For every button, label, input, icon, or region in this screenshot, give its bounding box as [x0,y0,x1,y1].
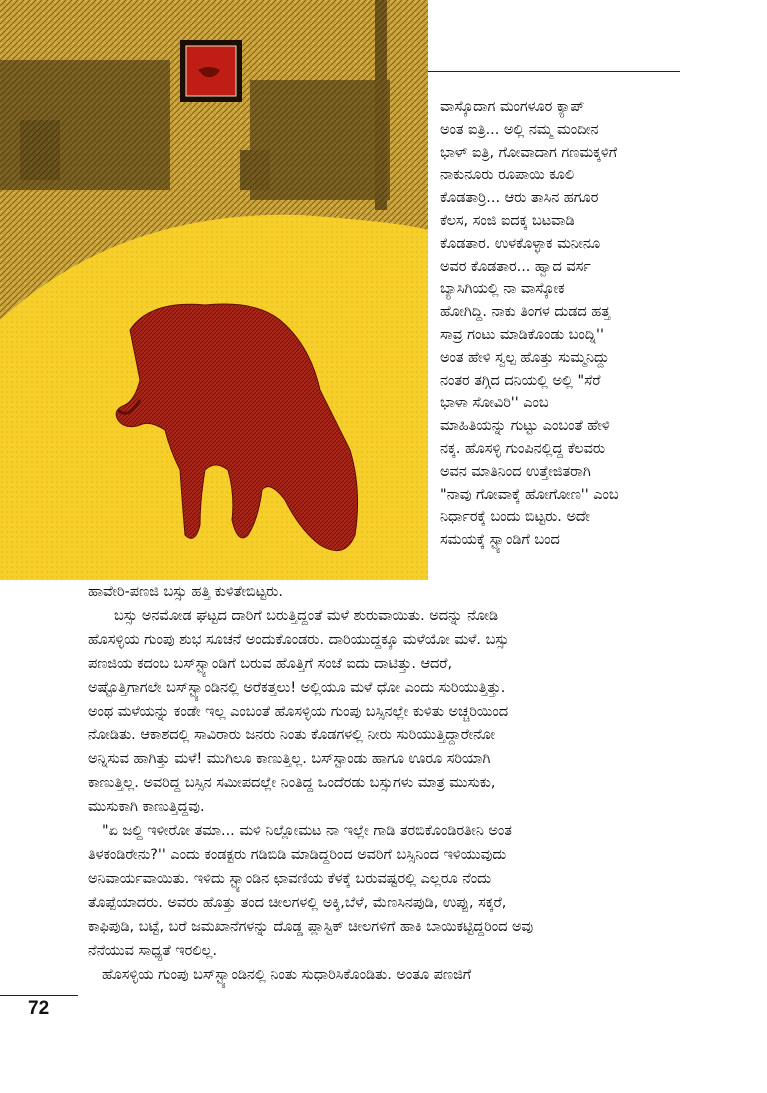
page-number: 72 [28,998,50,1019]
text-line: ಮುಸುಕಾಗಿ ಕಾಣುತ್ತಿದ್ದವು. [88,799,205,816]
text-line: ಹೋಗಿದ್ದಿ. ನಾಕು ತಿಂಗಳ ದುಡದ ಹತ್ತ [440,304,611,321]
text-line: ಅಂತ ಹೇಳಿ ಸ್ವಲ್ಪ ಹೊತ್ತು ಸುಮ್ಮನಿದ್ದು [440,349,610,366]
text-line: ಕೊಡತಾರ್ರಿ... ಆರು ತಾಸಿನ ಹಗೂರ [440,190,599,207]
text-line: ಹಾವೇರಿ-ಪಣಜಿ ಬಸ್ಸು ಹತ್ತಿ ಕುಳಿತೇಬಿಟ್ಟರು. [88,584,283,600]
main-column-text [88,581,688,987]
text-line: ಅನಿವಾರ್ಯವಾಯಿತು. ಇಳಿದು ಸ್ಟ್ಯಾಂಡಿನ ಛಾವಣಿಯ ಕೆಳಕ್ಕೆ ಬರುವಷ್ಟರಲ್ಲಿ ಎಲ್ಲರೂ ನೆಂದು [88,870,492,887]
cow-illustration [0,0,428,580]
text-line: ಕಾಣುತ್ತಿಲ್ಲ. ಅವರಿದ್ದ ಬಸ್ಸಿನ ಸಮೀಪದಲ್ಲೇ ನಿಂತಿದ್ದ ಒಂದೆರಡು ಬಸ್ಸುಗಳು ಮಾತ್ರ ಮುಸುಕು, [88,775,496,792]
text-line: ನೆನೆಯುವ ಸಾಧ್ಯತೆ ಇರಲಿಲ್ಲ. [88,942,218,959]
text-line: ಮಾಹಿತಿಯನ್ನು ಗುಟ್ಟು ಎಂಬಂತೆ ಹೇಳಿ [440,418,610,435]
text-line: ಭಾಳಾ ಸೋವಿರಿ'' ಎಂಬ [440,395,549,412]
paragraph-start-line: ಬಸ್ಸು ಅನಮೋಡ ಘಟ್ಟದ ದಾರಿಗೆ ಬರುತ್ತಿದ್ದಂತೆ ಮಳೆ ಶುರುವಾಯಿತು. ಅದನ್ನು ನೋಡಿ [114,607,499,624]
text-line: ಅಂತ ಐತ್ರಿ... ಅಲ್ಲಿ ನಮ್ಮ ಮಂದೀನ [440,121,599,138]
text-line: ಕೊಡತಾರ. ಉಳಕೊಳ್ಳಾಕ ಮನೀನೂ [440,235,601,252]
text-line: ಬ್ಯಾಸಿಗಿಯಲ್ಲಿ ನಾ ವಾಸ್ಕೋಕ [440,281,565,298]
text-line: ಸಮಯಕ್ಕೆ ಸ್ಟ್ಯಾಂಡಿಗೆ ಬಂದ [440,532,560,549]
text-line: ಹೊಸಳ್ಳಿಯ ಗುಂಪು ಶುಭ ಸೂಚನೆ ಅಂದುಕೊಂಡರು. ದಾರಿಯುದ್ದಕ್ಕೂ ಮಳೆಯೋ ಮಳೆ. ಬಸ್ಸು [88,631,509,648]
text-line: ನಂತರ ತಗ್ಗಿದ ದನಿಯಲ್ಲಿ ಅಲ್ಲಿ "ಸೆರೆ [440,372,601,389]
page-number-rule [0,995,78,996]
paragraph-start-line: ಹೊಸಳ್ಳಿಯ ಗುಂಪು ಬಸ್‌ಸ್ಟ್ಯಾಂಡಿನಲ್ಲಿ ನಿಂತು ಸುಧಾರಿಸಿಕೊಂಡಿತು. ಅಂತೂ ಪಣಜಿಗೆ [102,966,472,983]
text-line: ನಿರ್ಧಾರಕ್ಕೆ ಬಂದು ಬಿಟ್ಟರು. ಅದೇ [440,509,590,526]
side-column-text [440,96,688,552]
text-line: ಕಾಫಿಪುಡಿ, ಬಟ್ಟೆ, ಬರೆ ಜಮಖಾನೆಗಳನ್ನು ದೊಡ್ಡ ಪ್ಲಾಸ್ಟಿಕ್ ಚೀಲಗಳಿಗೆ ಹಾಕಿ ಬಾಯಿಕಟ್ಟಿದ್ದರಿಂದ ಅವು [88,918,534,935]
text-line: ನಾಕುನೂರು ರೂಪಾಯಿ ಕೂಲಿ [440,167,575,184]
text-line: ಅವರ ಕೊಡತಾರ... ಹ್ವಾದ ವರ್ಸ [440,258,591,275]
text-line: "ನಾವು ಗೋವಾಕ್ಕೆ ಹೋಗೋಣ'' ಎಂಬ [440,486,619,503]
text-line: ವಾಸ್ಕೊದಾಗ ಮಂಗಳೂರ ಕ್ಯಾಪ್ [440,99,585,115]
text-line: ಅಂಥ ಮಳೆಯನ್ನು ಕಂಡೇ ಇಲ್ಲ ಎಂಬಂತೆ ಹೊಸಳ್ಳಿಯ ಗುಂಪು ಬಸ್ಸಿನಲ್ಲೇ ಕುಳಿತು ಅಚ್ಚರಿಯಿಂದ [88,703,509,720]
text-line: ತಿಳಕಂಡಿರೇನು?'' ಎಂದು ಕಂಡಕ್ಟರು ಗಡಿಬಿಡಿ ಮಾಡಿದ್ದರಿಂದ ಅವರಿಗೆ ಬಸ್ಸಿನಿಂದ ಇಳಿಯುವುದು [88,846,507,863]
text-line: ನಕ್ಕ. ಹೊಸಳ್ಳಿ ಗುಂಪಿನಲ್ಲಿದ್ದ ಕೆಲವರು [440,440,606,457]
paragraph-start-line: "ಏ ಜಲ್ದಿ ಇಳೀರೋ ತಮಾ... ಮಳಿ ನಿಲ್ಲೋಮಟ ನಾ ಇಲ್ಲೇ ಗಾಡಿ ತರಬಿಕೊಂಡಿರತೀನಿ ಅಂತ [102,823,512,840]
text-line: ಪಣಜಿಯ ಕದಂಬ ಬಸ್‌ಸ್ಟ್ಯಾಂಡಿಗೆ ಬರುವ ಹೊತ್ತಿಗೆ ಸಂಜೆ ಐದು ದಾಟಿತ್ತು. ಆದರೆ, [88,655,453,672]
text-line: ಅವನ ಮಾತಿನಿಂದ ಉತ್ತೇಜಿತರಾಗಿ [440,463,591,480]
text-line: ತೊಪ್ಪೆಯಾದರು. ಅವರು ಹೊತ್ತು ತಂದ ಚೀಲಗಳಲ್ಲಿ ಅಕ್ಕಿ,ಬೆಳೆ, ಮೆಣಸಿನಪುಡಿ, ಉಪ್ಪು, ಸಕ್ಕರೆ, [88,894,507,911]
text-line: ಅಷ್ಟೊತ್ತಿಗಾಗಲೇ ಬಸ್‌ಸ್ಟ್ಯಾಂಡಿನಲ್ಲಿ ಅರೆಕತ್ತಲು! ಅಲ್ಲಿಯೂ ಮಳೆ ಧೋ ಎಂದು ಸುರಿಯುತ್ತಿತ್ತು. [88,679,506,696]
top-rule [428,71,680,72]
text-line: ಭಾಳ್ ಐತ್ರಿ, ಗೋವಾದಾಗ ಗಣಮಕ್ಕಳಿಗೆ [440,144,618,161]
text-line: ಸಾವ್ರ ಗಂಟು ಮಾಡಿಕೊಂಡು ಬಂದ್ನಿ'' [440,326,604,343]
text-line: ಅನ್ನಿಸುವ ಹಾಗಿತ್ತು ಮಳೆ! ಮುಗಿಲೂ ಕಾಣುತ್ತಿಲ್ಲ. ಬಸ್‌ಸ್ಟಾಂಡು ಹಾಗೂ ಊರೂ ಸರಿಯಾಗಿ [88,751,491,768]
text-line: ನೋಡಿತು. ಆಕಾಶದಲ್ಲಿ ಸಾವಿರಾರು ಜನರು ನಿಂತು ಕೊಡಗಳಲ್ಲಿ ನೀರು ಸುರಿಯುತ್ತಿದ್ದಾರೇನೋ [88,727,495,744]
text-line: ಕೆಲಸ, ಸಂಜಿ ಐದಕ್ಕ ಬಟವಾಡಿ [440,212,575,229]
